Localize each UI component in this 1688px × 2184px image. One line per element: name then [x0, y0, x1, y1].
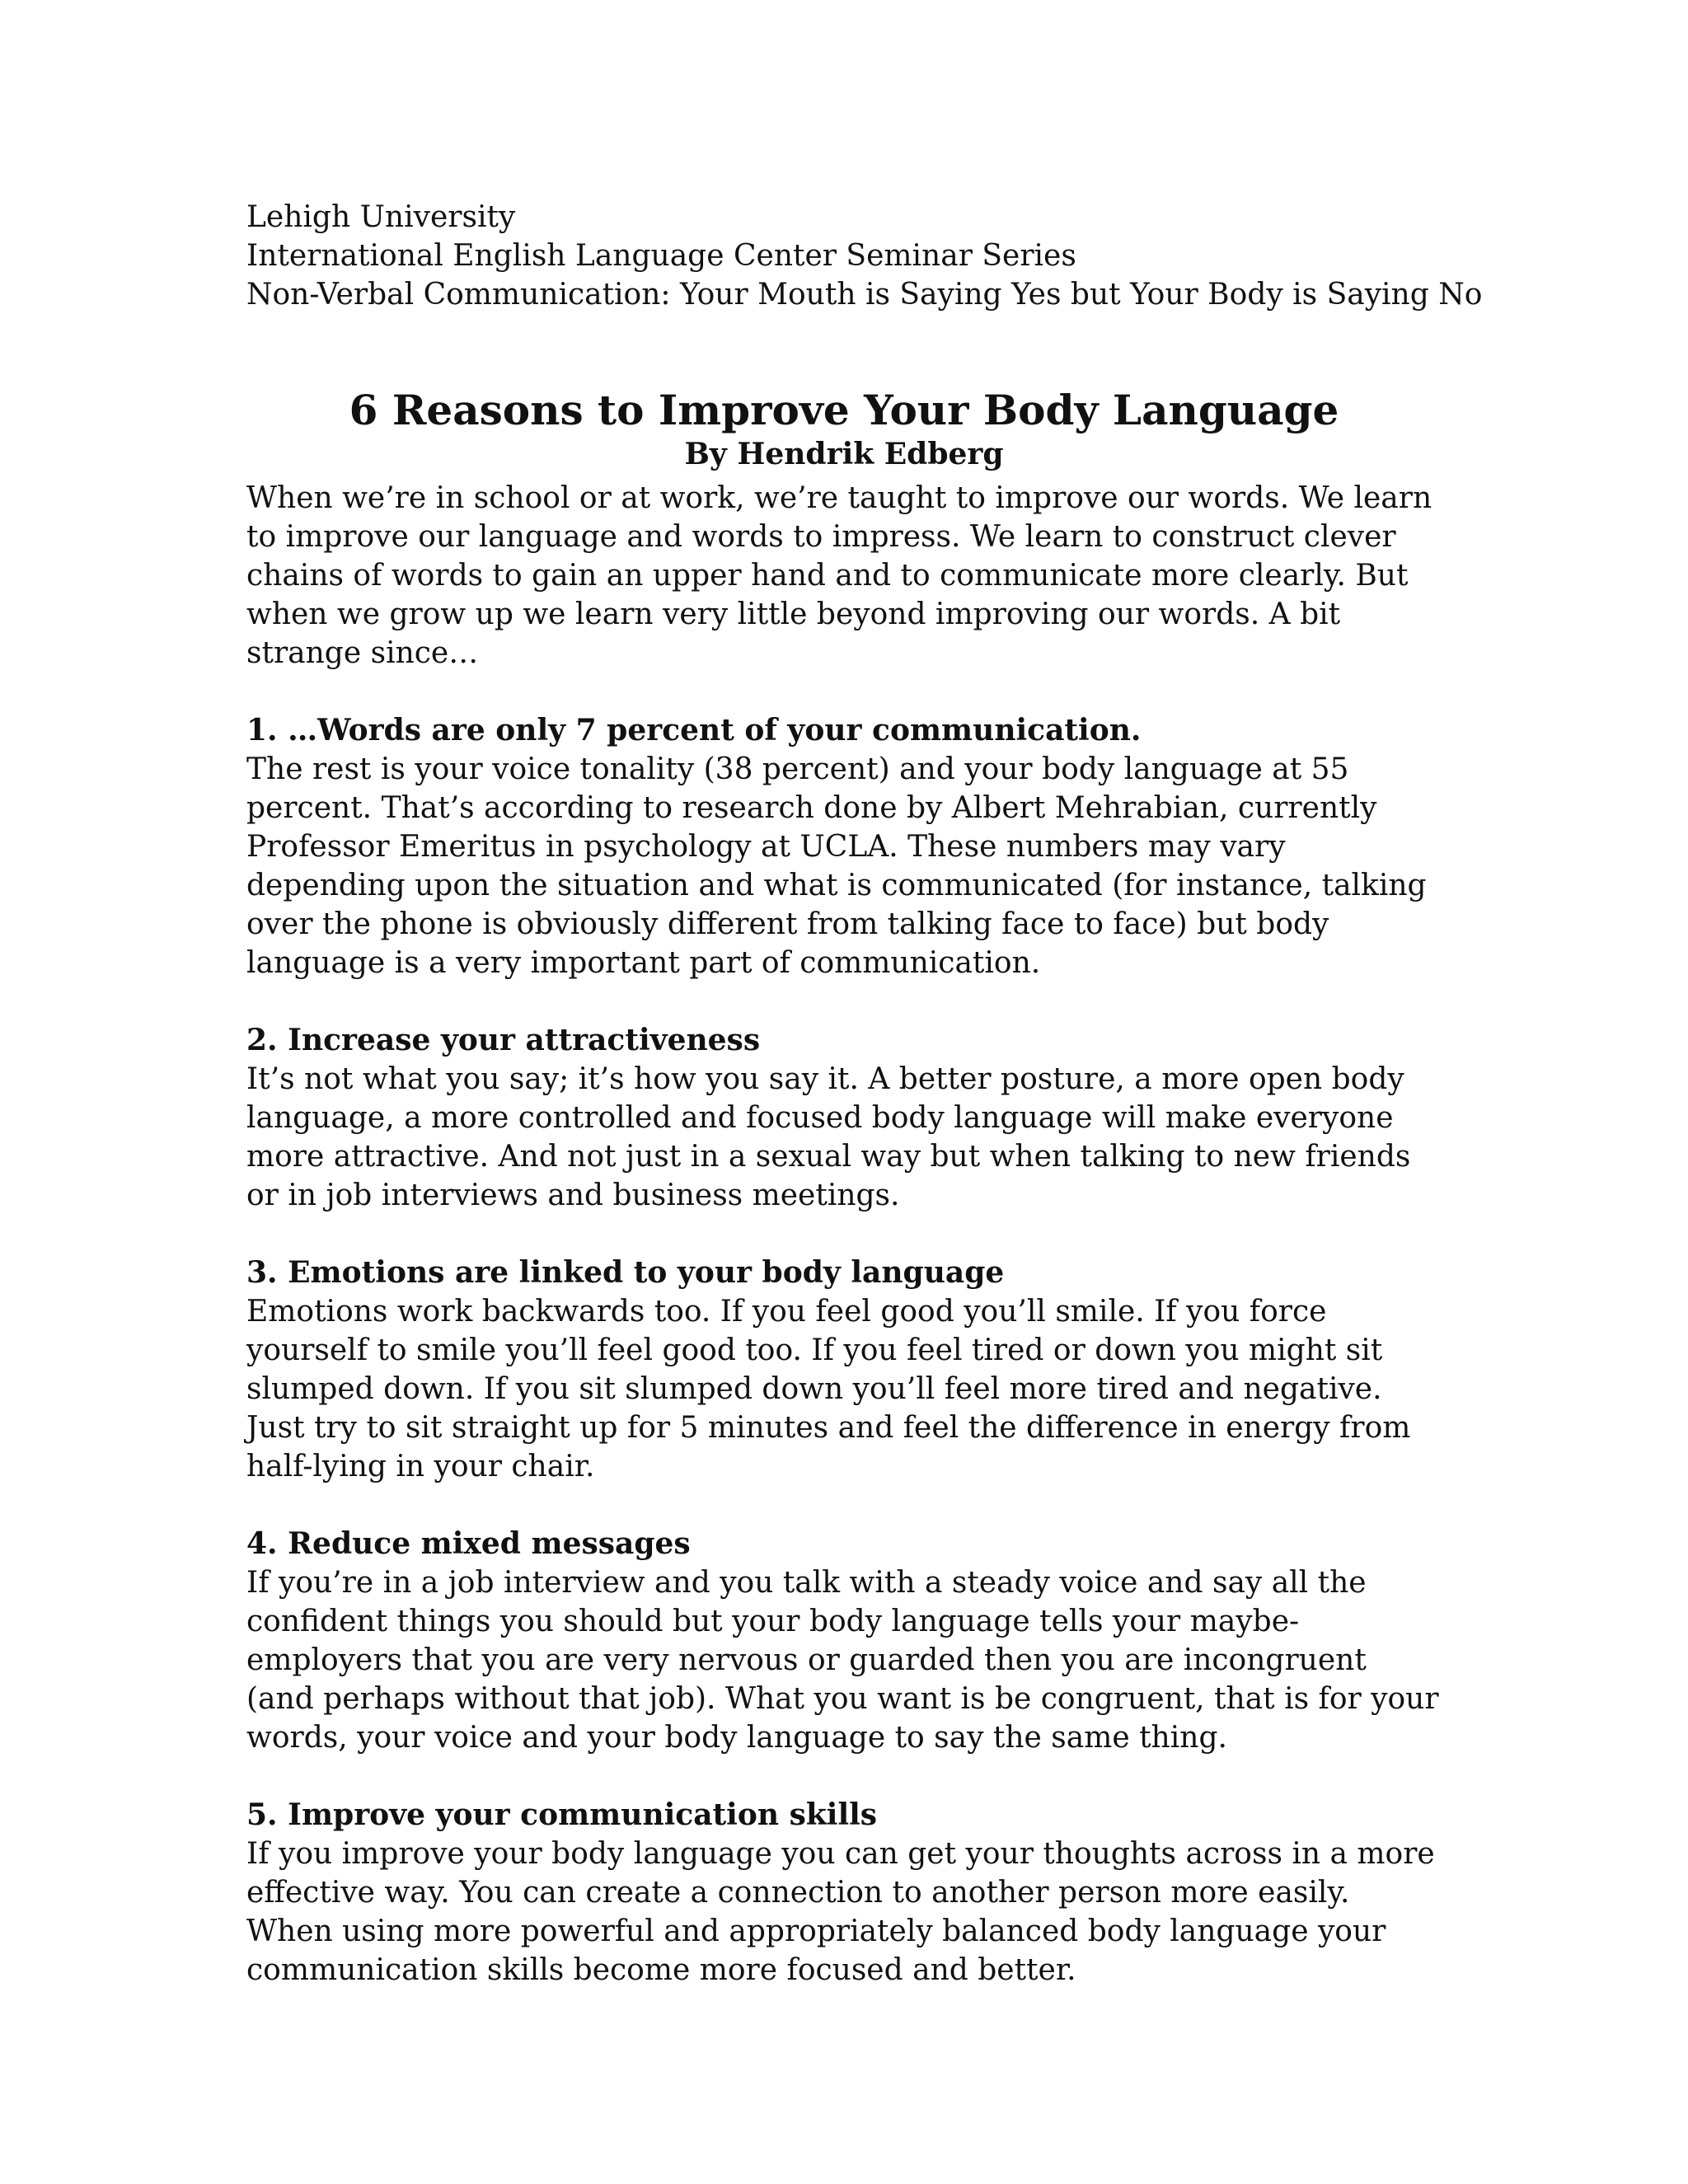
section-heading: 3. Emotions are linked to your body language — [246, 1255, 1005, 1290]
section-body: Emotions work backwards too. If you feel good you’ll smile. If you force yourself to smile you’ll feel good too. If you feel tired or down you might sit slumped down. If you sit slumped down you’ll feel more tired and negative. Just try to sit straight up for 5 minutes and feel the difference in energy from half-lying in your chair. — [246, 1295, 1411, 1483]
section-body: If you’re in a job interview and you talk with a steady voice and say all the confident things you should but your body language tells your maybe-employers that you are very nervous or guarded then you are incongruent (and perhaps without that job). What you want is be congruent, that is for your words, your voice and your body language to say the same thing. — [246, 1566, 1439, 1755]
header-seminar-title: Non-Verbal Communication: Your Mouth is Saying Yes but Your Body is Saying No — [246, 278, 1483, 312]
section-4 — [246, 1525, 1442, 1757]
section-3 — [246, 1254, 1442, 1486]
section-heading: 2. Increase your attractiveness — [246, 1023, 761, 1057]
section-5 — [246, 1796, 1442, 1990]
article-intro: When we’re in school or at work, we’re taught to improve our words. We learn to improve our language and words to impress. We learn to construct clever chains of words to gain an upper hand and to communicate more clearly. But when we grow up we learn very little beyond improving our words. A bit strange since… — [246, 481, 1432, 670]
article-title: 6 Reasons to Improve Your Body Language — [349, 386, 1339, 434]
document-header — [246, 198, 1483, 314]
section-1 — [246, 711, 1442, 982]
section-body: The rest is your voice tonality (38 percent) and your body language at 55 percent. That’s according to research done by Albert Mehrabian, currently Professor Emeritus in psychology at UCLA. These numbers may vary depending upon the situation and what is communicated (for instance, talking over the phone is obviously different from talking face to face) but body language is a very important part of communication. — [246, 752, 1427, 980]
header-series: International English Language Center Seminar Series — [246, 239, 1076, 273]
document-page — [246, 198, 1483, 1990]
section-heading: 1. …Words are only 7 percent of your communication. — [246, 713, 1142, 748]
article-byline: By Hendrik Edberg — [684, 437, 1004, 471]
header-institution: Lehigh University — [246, 200, 516, 234]
section-body: It’s not what you say; it’s how you say it. A better posture, a more open body language, a more controlled and focused body language will make everyone more attractive. And not just in a sexual way but when talking to new friends or in job interviews and business meetings. — [246, 1062, 1411, 1212]
section-heading: 4. Reduce mixed messages — [246, 1526, 691, 1561]
section-body: If you improve your body language you can get your thoughts across in a more effective way. You can create a connection to another person more easily. When using more powerful and appropriately balanced body language your communication skills become more focused and better. — [246, 1837, 1435, 1987]
section-2 — [246, 1021, 1442, 1215]
section-heading: 5. Improve your communication skills — [246, 1797, 878, 1832]
